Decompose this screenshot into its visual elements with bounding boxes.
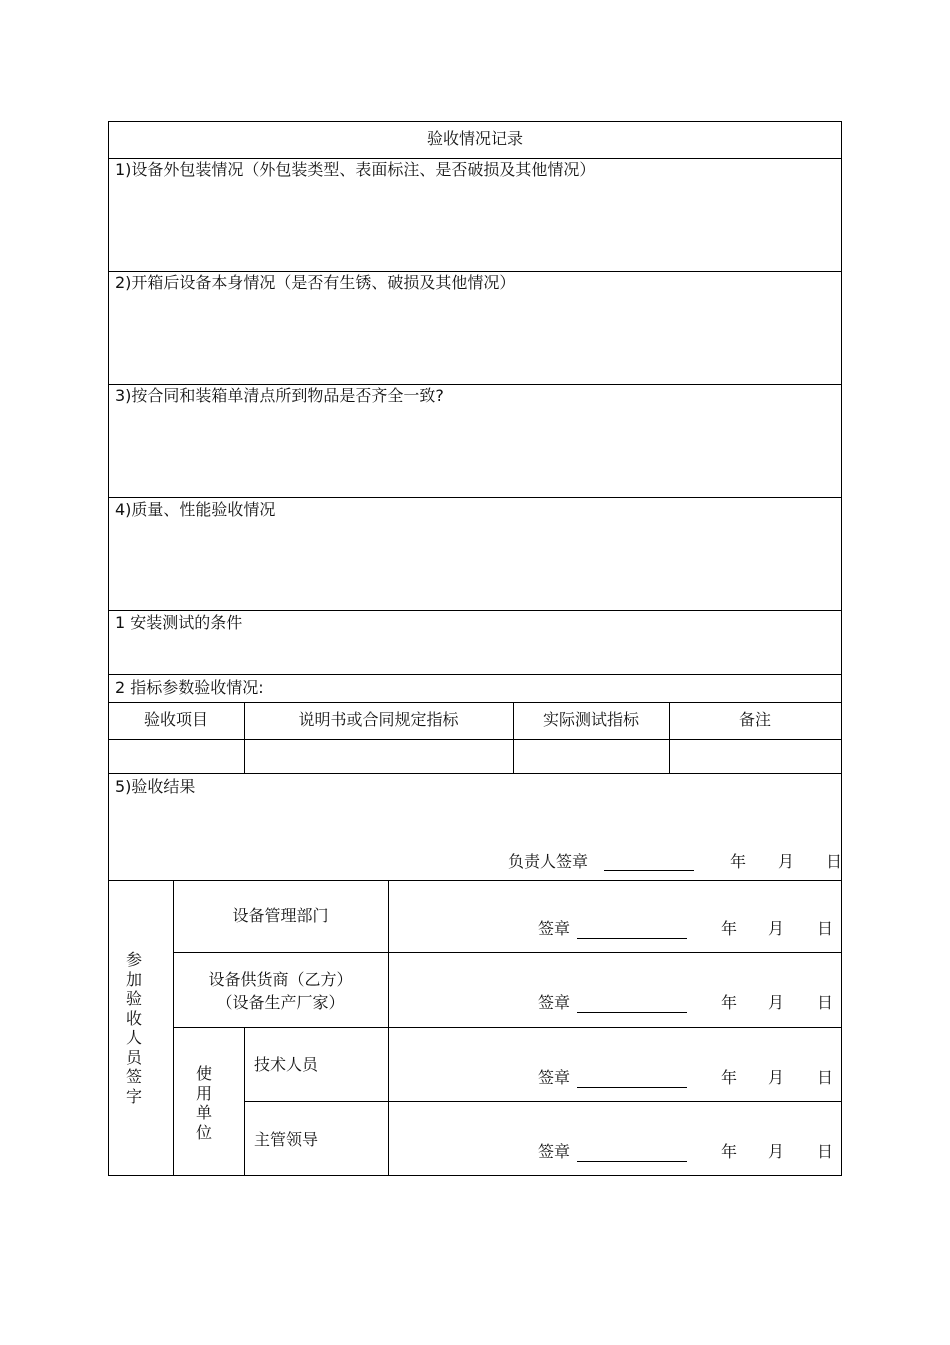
sign-year: 年 — [721, 1068, 738, 1087]
divider — [108, 610, 842, 611]
section-unboxing: 2)开箱后设备本身情况（是否有生锈、破损及其他情况） — [115, 273, 516, 292]
sig-col-divider — [388, 880, 389, 1176]
sign-label: 签章 — [538, 1068, 571, 1087]
tech-staff-label: 技术人员 — [254, 1055, 319, 1074]
sign-year: 年 — [721, 993, 738, 1012]
divider — [108, 158, 842, 159]
sign-month: 月 — [768, 1142, 785, 1161]
border-left — [108, 121, 109, 1176]
participants-label: 参加验收人员签字 — [125, 950, 142, 1106]
result-year: 年 — [730, 852, 747, 871]
sign-day: 日 — [817, 993, 834, 1012]
sig-row-divider — [244, 1101, 842, 1102]
divider — [108, 271, 842, 272]
border-top — [108, 121, 842, 122]
sub-parameter-check: 2 指标参数验收情况: — [115, 678, 264, 697]
responsible-sign-label: 负责人签章 — [508, 852, 589, 871]
table-header-actual: 实际测试指标 — [542, 710, 639, 729]
divider — [108, 702, 842, 703]
supplier-label: 设备供货商（乙方） — [208, 970, 353, 989]
section-quality: 4)质量、性能验收情况 — [115, 500, 276, 519]
section-packaging: 1)设备外包装情况（外包装类型、表面标注、是否破损及其他情况） — [115, 160, 596, 179]
result-month: 月 — [778, 852, 795, 871]
section-result: 5)验收结果 — [115, 777, 196, 796]
sign-month: 月 — [768, 1068, 785, 1087]
divider — [108, 384, 842, 385]
divider — [108, 739, 842, 740]
table-header-spec: 说明书或合同规定指标 — [298, 710, 459, 729]
border-right — [841, 121, 842, 1176]
divider — [108, 773, 842, 774]
supplier-sub-label: （设备生产厂家） — [216, 993, 345, 1012]
dept-mgmt-label: 设备管理部门 — [232, 906, 329, 925]
sign-day: 日 — [817, 1142, 834, 1161]
table-header-remark: 备注 — [738, 710, 771, 729]
user-unit-label: 使用单位 — [195, 1064, 212, 1142]
sign-line — [577, 1161, 687, 1162]
section-inventory: 3)按合同和装箱单清点所到物品是否齐全一致? — [115, 386, 444, 405]
sign-year: 年 — [721, 919, 738, 938]
responsible-sign-line — [604, 870, 694, 871]
sub-install-conditions: 1 安装测试的条件 — [115, 613, 243, 632]
sign-year: 年 — [721, 1142, 738, 1161]
result-day: 日 — [826, 852, 843, 871]
form-title: 验收情况记录 — [426, 129, 523, 148]
divider — [108, 880, 842, 881]
sign-day: 日 — [817, 919, 834, 938]
divider — [108, 497, 842, 498]
sign-label: 签章 — [538, 1142, 571, 1161]
sig-row-divider — [173, 952, 842, 953]
sign-label: 签章 — [538, 993, 571, 1012]
sign-month: 月 — [768, 919, 785, 938]
supervisor-label: 主管领导 — [254, 1130, 319, 1149]
sign-line — [577, 938, 687, 939]
border-bottom — [108, 1175, 842, 1176]
divider — [108, 674, 842, 675]
sign-line — [577, 1012, 687, 1013]
table-header-item: 验收项目 — [143, 710, 208, 729]
sign-month: 月 — [768, 993, 785, 1012]
sign-day: 日 — [817, 1068, 834, 1087]
sig-row-divider — [173, 1027, 842, 1028]
sign-line — [577, 1087, 687, 1088]
sign-label: 签章 — [538, 919, 571, 938]
